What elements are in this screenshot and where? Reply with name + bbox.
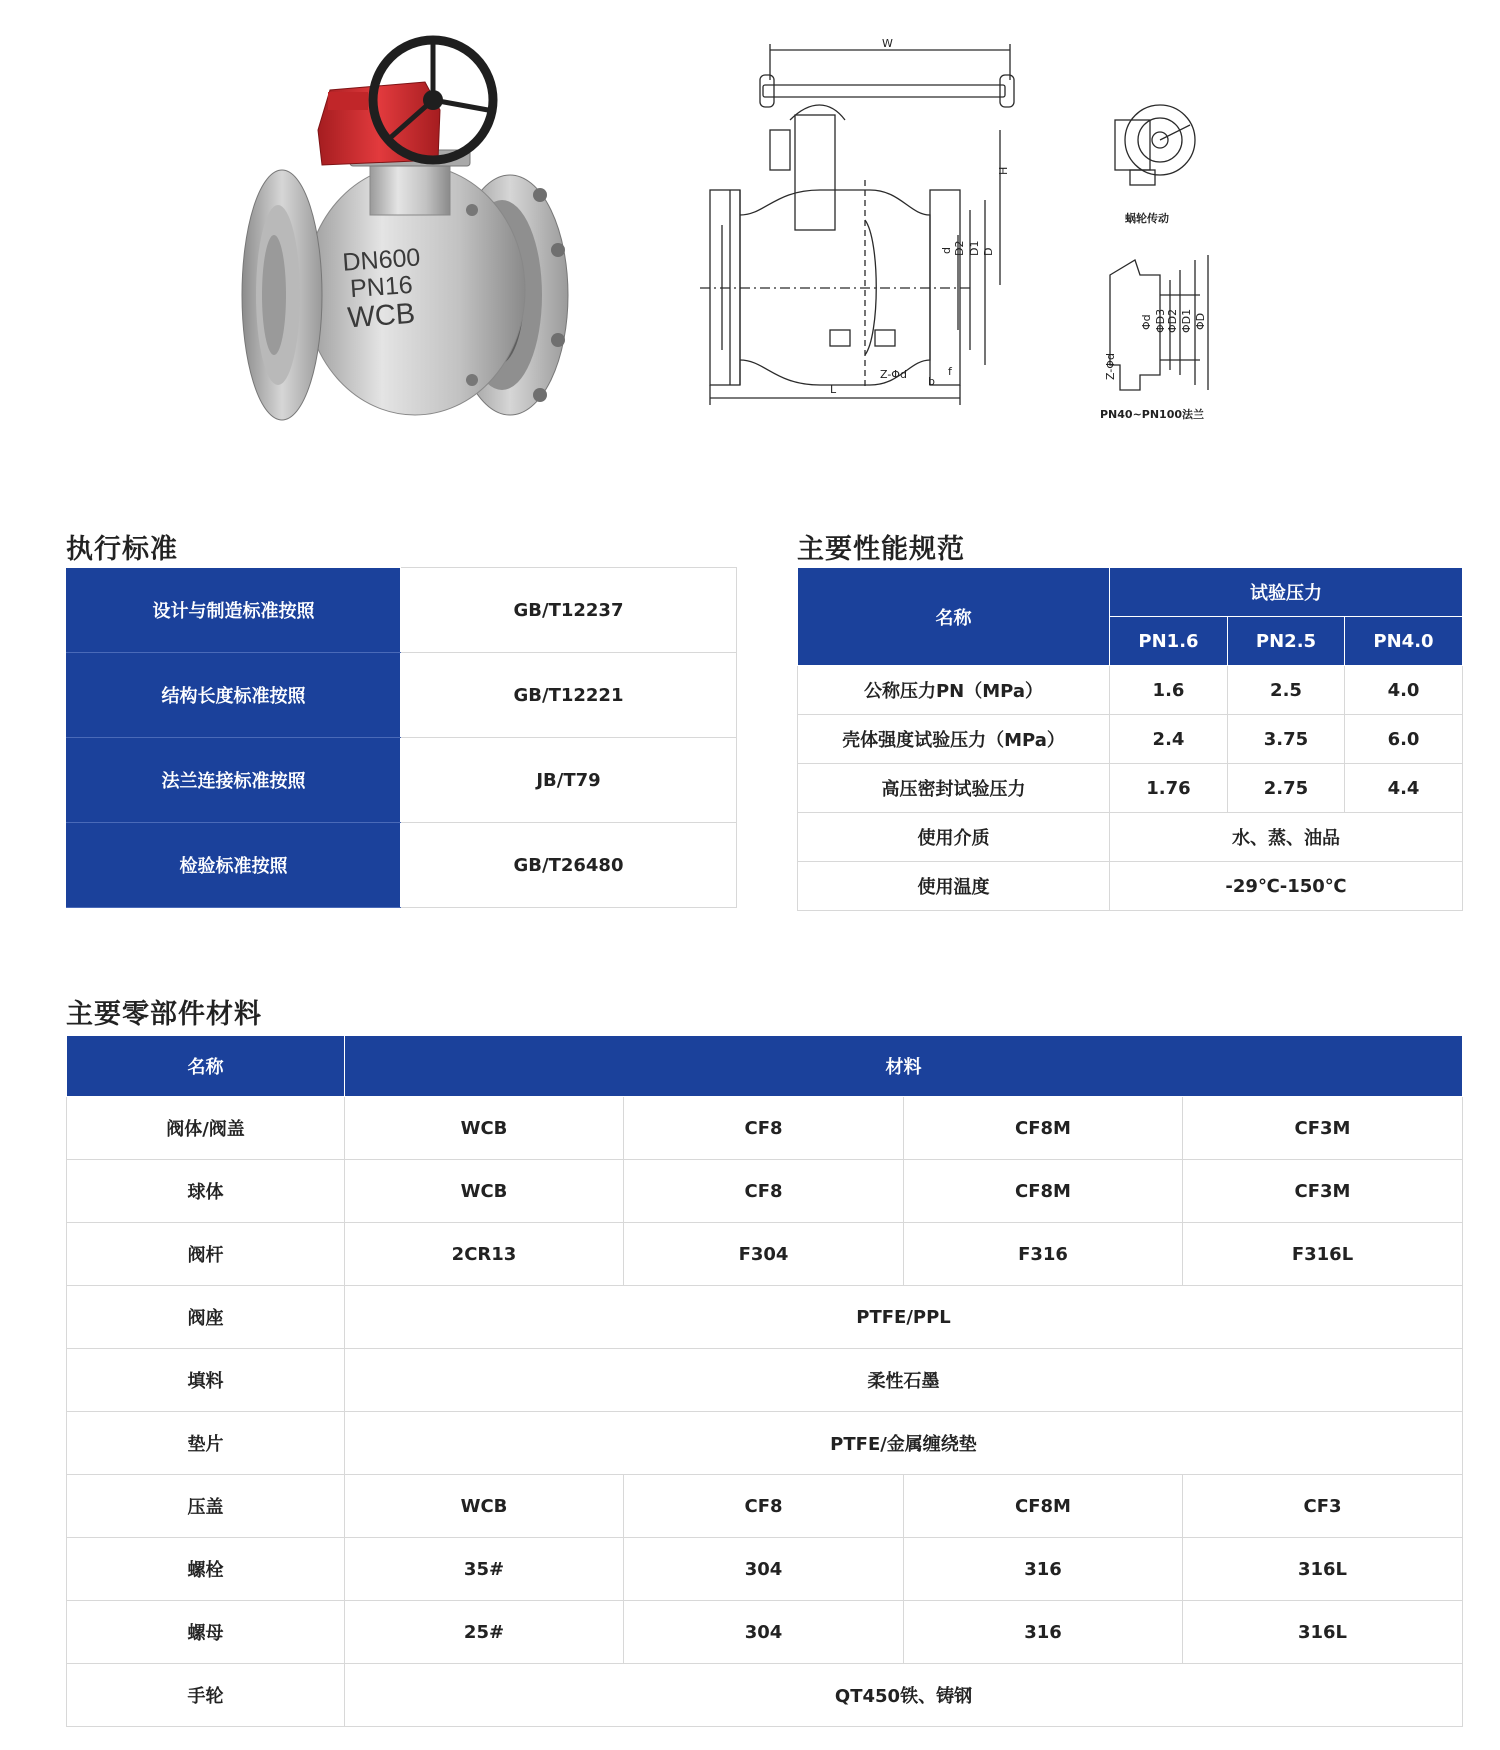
table-row [67, 738, 737, 823]
materials-cell: CF8 [624, 1160, 904, 1223]
performance-cell: 4.0 [1345, 666, 1463, 715]
materials-cell: 304 [624, 1538, 904, 1601]
dim-d2: D2 [953, 240, 966, 256]
materials-table [66, 1035, 1463, 1727]
materials-row-label: 球体 [67, 1160, 345, 1223]
dimension-drawing [670, 30, 1080, 420]
materials-row-label: 螺母 [67, 1601, 345, 1664]
flange-phi-d1: ΦD1 [1180, 308, 1193, 333]
materials-cell: CF3M [1183, 1097, 1463, 1160]
table-row [67, 823, 737, 908]
table-row [67, 1412, 1463, 1475]
table-row [798, 862, 1463, 911]
materials-row-label: 阀体/阀盖 [67, 1097, 345, 1160]
materials-cell: 316L [1183, 1601, 1463, 1664]
dim-f: f [948, 365, 952, 378]
standards-label: 结构长度标准按照 [67, 653, 401, 738]
table-row [67, 1538, 1463, 1601]
standards-value: JB/T79 [401, 738, 737, 823]
materials-cell: 2CR13 [345, 1223, 624, 1286]
materials-row-label: 垫片 [67, 1412, 345, 1475]
performance-cell: 6.0 [1345, 715, 1463, 764]
standards-title: 执行标准 [66, 534, 178, 565]
materials-material-header: 材料 [345, 1036, 1463, 1097]
table-row [67, 1097, 1463, 1160]
materials-cell: PTFE/金属缠绕垫 [345, 1412, 1463, 1475]
flange-phi-d2: ΦD2 [1166, 308, 1179, 333]
table-row [67, 1664, 1463, 1727]
table-row [67, 1036, 1463, 1097]
table-row [798, 764, 1463, 813]
table-row [67, 1475, 1463, 1538]
performance-pressure-header: 试验压力 [1110, 568, 1463, 617]
flange-phi-dd: ΦD [1194, 312, 1207, 330]
materials-row-label: 压盖 [67, 1475, 345, 1538]
materials-cell: 316 [904, 1538, 1183, 1601]
materials-row-label: 填料 [67, 1349, 345, 1412]
materials-cell: CF8 [624, 1475, 904, 1538]
flange-z-phi-d: Z-Φd [1104, 353, 1117, 380]
materials-cell: 柔性石墨 [345, 1349, 1463, 1412]
dim-dd: D [982, 247, 995, 256]
performance-table [797, 567, 1463, 911]
materials-cell: QT450铁、铸钢 [345, 1664, 1463, 1727]
dim-b: b [928, 375, 935, 388]
performance-row-label: 公称压力PN（MPa） [798, 666, 1110, 715]
worm-gear-drawing [1105, 95, 1215, 190]
materials-cell: 316 [904, 1601, 1183, 1664]
performance-name-header: 名称 [798, 568, 1110, 666]
performance-medium-label: 使用介质 [798, 813, 1110, 862]
table-row [67, 653, 737, 738]
table-row [67, 568, 737, 653]
flange-caption: PN40~PN100法兰 [1100, 408, 1205, 421]
dim-z-phi-d: Z-Φd [880, 368, 907, 381]
materials-cell: WCB [345, 1475, 624, 1538]
performance-cell: 3.75 [1228, 715, 1345, 764]
dim-d: d [940, 247, 953, 254]
standards-value: GB/T26480 [401, 823, 737, 908]
materials-cell: WCB [345, 1160, 624, 1223]
flange-phi-d: Φd [1140, 314, 1153, 330]
performance-row-label: 壳体强度试验压力（MPa） [798, 715, 1110, 764]
performance-cell: 2.4 [1110, 715, 1228, 764]
materials-cell: PTFE/PPL [345, 1286, 1463, 1349]
materials-row-label: 阀杆 [67, 1223, 345, 1286]
performance-cell: 1.76 [1110, 764, 1228, 813]
materials-cell: 316L [1183, 1538, 1463, 1601]
performance-cell: 2.5 [1228, 666, 1345, 715]
materials-row-label: 阀座 [67, 1286, 345, 1349]
materials-cell: F316 [904, 1223, 1183, 1286]
materials-name-header: 名称 [67, 1036, 345, 1097]
performance-temp-label: 使用温度 [798, 862, 1110, 911]
cast-mark-dn: DN600 [341, 243, 422, 277]
standards-value: GB/T12221 [401, 653, 737, 738]
dim-l: L [830, 383, 837, 396]
performance-row-label: 高压密封试验压力 [798, 764, 1110, 813]
materials-cell: CF8M [904, 1475, 1183, 1538]
performance-col-header: PN2.5 [1228, 617, 1345, 666]
standards-label: 设计与制造标准按照 [67, 568, 401, 653]
performance-temp-value: -29℃-150℃ [1110, 862, 1463, 911]
materials-cell: CF3 [1183, 1475, 1463, 1538]
worm-gear-caption: 蜗轮传动 [1125, 212, 1169, 225]
performance-title: 主要性能规范 [797, 534, 965, 565]
dim-w: W [882, 37, 893, 50]
standards-label: 法兰连接标准按照 [67, 738, 401, 823]
dim-d1: D1 [968, 240, 981, 256]
table-row [798, 568, 1463, 617]
materials-cell: CF8M [904, 1097, 1183, 1160]
table-row [67, 1160, 1463, 1223]
materials-cell: 35# [345, 1538, 624, 1601]
materials-cell: F304 [624, 1223, 904, 1286]
materials-cell: F316L [1183, 1223, 1463, 1286]
materials-cell: CF8 [624, 1097, 904, 1160]
table-row [67, 1349, 1463, 1412]
materials-cell: CF8M [904, 1160, 1183, 1223]
standards-value: GB/T12237 [401, 568, 737, 653]
performance-medium-value: 水、蒸、油品 [1110, 813, 1463, 862]
cast-mark-pn: PN16 [349, 270, 414, 304]
materials-cell: CF3M [1183, 1160, 1463, 1223]
table-row [67, 1601, 1463, 1664]
cast-mark-material: WCB [346, 297, 417, 335]
flange-detail-drawing [1100, 255, 1220, 405]
materials-cell: WCB [345, 1097, 624, 1160]
materials-row-label: 螺栓 [67, 1538, 345, 1601]
standards-label: 检验标准按照 [67, 823, 401, 908]
table-row [798, 666, 1463, 715]
table-row [798, 813, 1463, 862]
performance-col-header: PN1.6 [1110, 617, 1228, 666]
materials-cell: 25# [345, 1601, 624, 1664]
performance-cell: 2.75 [1228, 764, 1345, 813]
table-row [67, 1286, 1463, 1349]
dim-h: H [997, 166, 1010, 175]
performance-col-header: PN4.0 [1345, 617, 1463, 666]
flange-phi-d3: ΦD3 [1154, 308, 1167, 333]
table-row [67, 1223, 1463, 1286]
materials-title: 主要零部件材料 [66, 999, 262, 1030]
performance-cell: 4.4 [1345, 764, 1463, 813]
materials-cell: 304 [624, 1601, 904, 1664]
standards-table [66, 567, 737, 908]
valve-product-image [240, 20, 620, 440]
table-row [798, 715, 1463, 764]
performance-cell: 1.6 [1110, 666, 1228, 715]
materials-row-label: 手轮 [67, 1664, 345, 1727]
